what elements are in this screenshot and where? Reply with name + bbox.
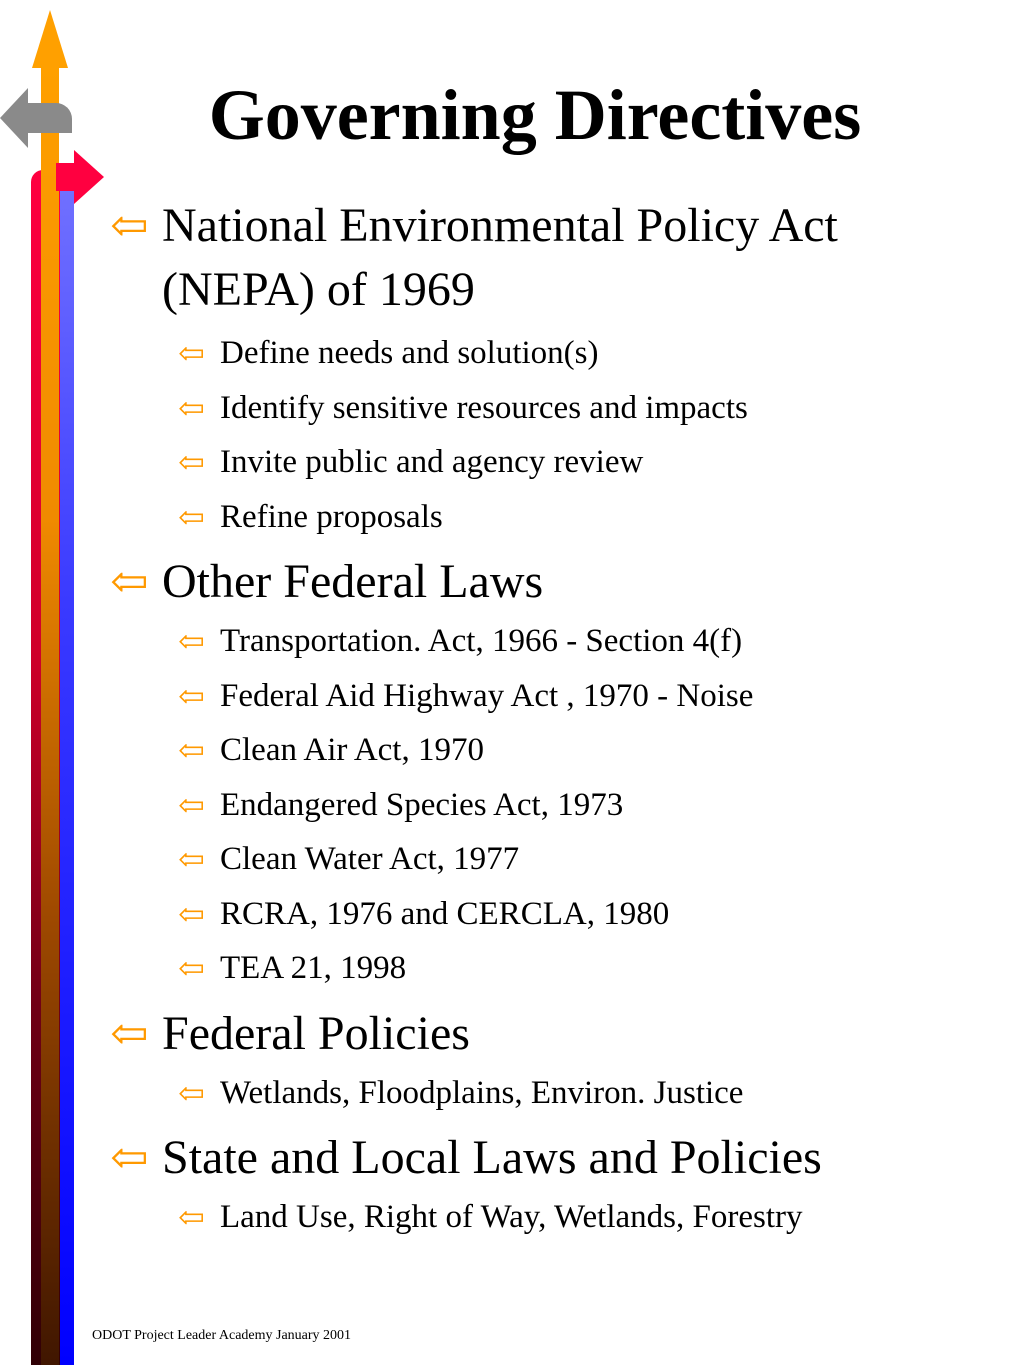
section-heading: Other Federal Laws: [162, 555, 544, 608]
decorative-blue-bar: [60, 190, 74, 1365]
section-state-local-items: [110, 1190, 990, 1245]
list-item: ⇦ Clean Water Act, 1977: [110, 832, 990, 887]
list-item: ⇦ Endangered Species Act, 1973: [110, 778, 990, 833]
list-item: ⇦ Federal Aid Highway Act , 1970 - Noise: [110, 669, 990, 724]
left-arrow-bullet-icon: ⇦: [178, 677, 205, 714]
left-arrow-bullet-icon: ⇦: [178, 498, 205, 535]
section-heading: National Environmental Policy Act (NEPA) of 1969: [162, 199, 838, 316]
decorative-orange-bar: [41, 64, 59, 1365]
left-arrow-bullet-icon: ⇦: [110, 1132, 149, 1183]
forward-arrow-icon: [74, 150, 104, 204]
left-arrow-bullet-icon: ⇦: [178, 444, 205, 480]
section-state-local: [110, 1126, 990, 1190]
section-nepa: [110, 194, 990, 322]
footer-text: ODOT Project Leader Academy January 2001: [92, 1328, 352, 1343]
up-arrow-icon: [32, 10, 68, 68]
section-heading: State and Local Laws and Policies: [162, 1131, 822, 1184]
section-other-federal-laws-items: [110, 614, 990, 996]
bullet-list: [110, 194, 990, 1245]
back-arrow-icon-body: [26, 103, 72, 133]
list-item: ⇦ Refine proposals: [110, 490, 990, 545]
list-item: ⇦ Invite public and agency review: [110, 435, 990, 490]
list-item: ⇦ TEA 21, 1998: [110, 941, 990, 996]
left-arrow-bullet-icon: ⇦: [178, 389, 205, 426]
list-item: ⇦ Identify sensitive resources and impacts: [110, 381, 990, 436]
list-item: ⇦ Clean Air Act, 1970: [110, 723, 990, 778]
forward-arrow-icon-body: [56, 163, 76, 191]
section-other-federal-laws: [110, 550, 990, 614]
left-arrow-bullet-icon: ⇦: [178, 841, 205, 877]
left-arrow-bullet-icon: ⇦: [178, 950, 205, 986]
section-federal-policies: [110, 1002, 990, 1066]
slide-title: Governing Directives: [208, 75, 862, 155]
back-arrow-icon: [0, 88, 28, 148]
list-item: ⇦ Land Use, Right of Way, Wetlands, Forestry: [110, 1190, 990, 1245]
left-arrow-bullet-icon: ⇦: [110, 1007, 149, 1059]
section-nepa-items: [110, 326, 990, 544]
left-arrow-bullet-icon: ⇦: [110, 556, 149, 607]
list-item: ⇦ Wetlands, Floodplains, Environ. Justice: [110, 1066, 990, 1121]
left-arrow-bullet-icon: ⇦: [178, 623, 205, 659]
list-item: ⇦ RCRA, 1976 and CERCLA, 1980: [110, 887, 990, 942]
list-item: ⇦ Transportation. Act, 1966 - Section 4(f): [110, 614, 990, 669]
left-arrow-bullet-icon: ⇦: [178, 1074, 205, 1111]
list-item: ⇦ Define needs and solution(s): [110, 326, 990, 381]
section-federal-policies-items: [110, 1066, 990, 1121]
left-arrow-bullet-icon: ⇦: [110, 200, 149, 251]
left-arrow-bullet-icon: ⇦: [178, 1199, 205, 1235]
left-arrow-bullet-icon: ⇦: [178, 335, 205, 371]
left-arrow-bullet-icon: ⇦: [178, 895, 205, 932]
section-heading: Federal Policies: [162, 1006, 470, 1060]
left-arrow-bullet-icon: ⇦: [178, 786, 205, 823]
left-arrow-bullet-icon: ⇦: [178, 732, 205, 768]
